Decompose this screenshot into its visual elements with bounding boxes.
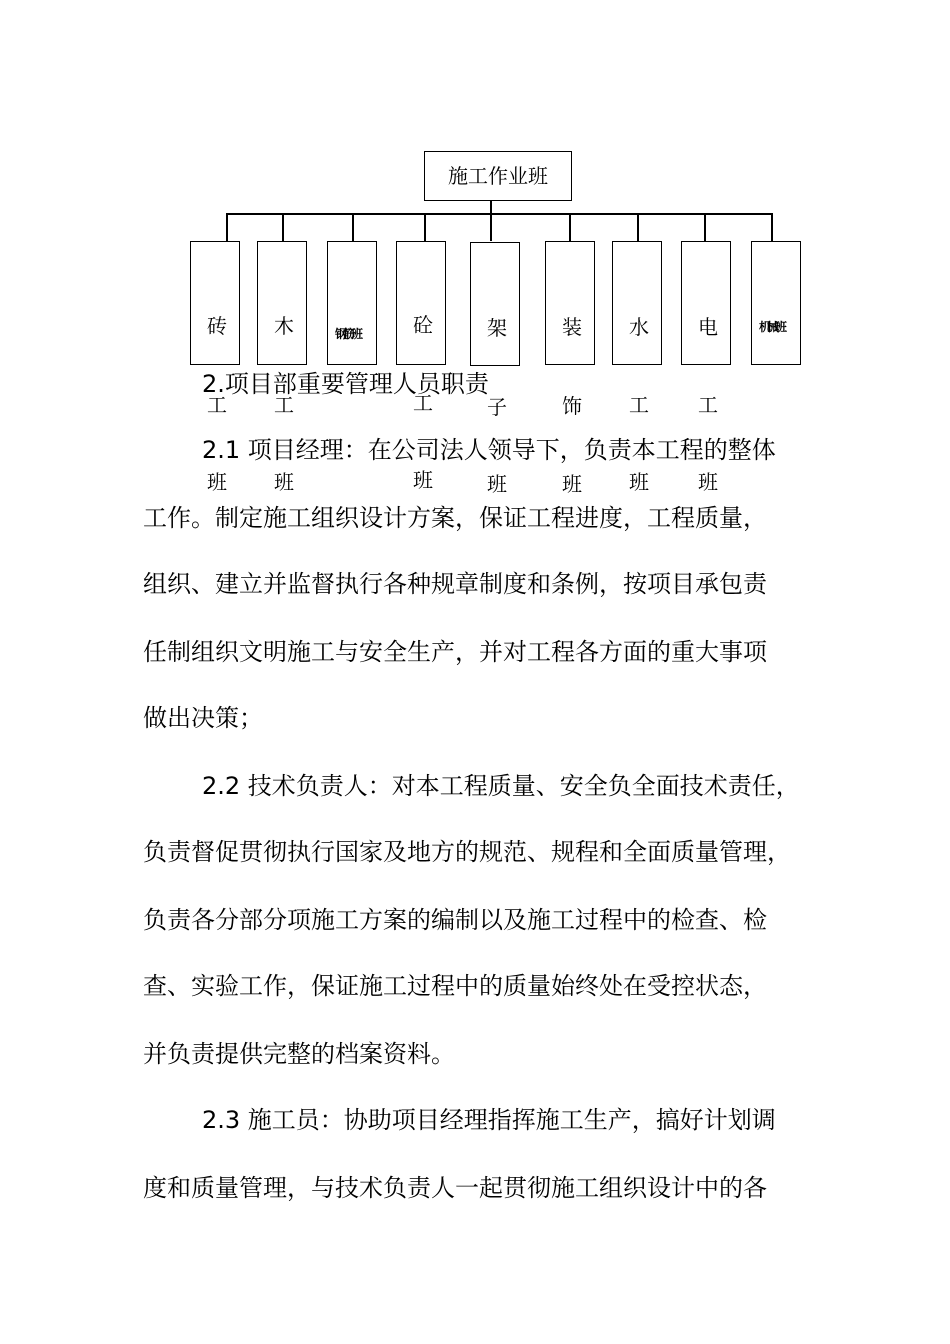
paragraph-2-1-line-2: 工作。制定施工组织设计方案，保证工程进度，工程质量， xyxy=(143,504,767,532)
drop-line-plumbing xyxy=(637,213,639,241)
org-root-box xyxy=(424,151,572,201)
paragraph-2-3-line-1: 2.3 施工员：协助项目经理指挥施工生产，搞好计划调 xyxy=(202,1106,776,1134)
drop-line-decoration xyxy=(569,213,571,241)
crew-box-machinery xyxy=(751,241,801,365)
crew-box-scaffold xyxy=(470,242,520,366)
paragraph-2-3-line-2: 度和质量管理，与技术负责人一起贯彻施工组织设计中的各 xyxy=(143,1174,767,1202)
crew-overflow-brick-1: 工 xyxy=(207,393,227,417)
paragraph-2-2-line-3: 负责各分部分项施工方案的编制以及施工过程中的检查、检 xyxy=(143,906,767,934)
paragraph-2-1-line-1: 2.1 项目经理：在公司法人领导下，负责本工程的整体 xyxy=(202,436,776,464)
crew-overflow-electric-2: 班 xyxy=(698,470,718,494)
crew-label-plumbing: 水 xyxy=(629,315,649,339)
crew-overflow-brick-2: 班 xyxy=(207,470,227,494)
paragraph-2-2-line-4: 查、实验工作，保证施工过程中的质量始终处在受控状态， xyxy=(143,972,767,1000)
drop-line-scaffold xyxy=(490,213,492,241)
crew-label-concrete: 砼 xyxy=(413,313,433,337)
paragraph-2-1-line-5: 做出决策； xyxy=(143,704,263,732)
crew-overflow-wood-1: 工 xyxy=(274,393,294,417)
crew-box-brick xyxy=(190,241,240,365)
crew-overflow-plumbing-2: 班 xyxy=(629,470,649,494)
crew-label-decoration: 装 xyxy=(562,315,582,339)
crew-overflow-scaffold-2: 班 xyxy=(487,472,507,496)
drop-line-machinery xyxy=(771,213,773,241)
crew-overflow-decoration-2: 班 xyxy=(562,472,582,496)
paragraph-2-1-line-4: 任制组织文明施工与安全生产，并对工程各方面的重大事项 xyxy=(143,638,767,666)
crew-box-wood xyxy=(257,241,307,365)
crew-label-rebar: 钢筋班 xyxy=(335,327,360,341)
drop-line-rebar xyxy=(352,213,354,241)
paragraph-2-2-line-5: 并负责提供完整的档案资料。 xyxy=(143,1040,455,1068)
crew-overflow-concrete-2: 班 xyxy=(413,468,433,492)
crew-box-rebar xyxy=(327,241,377,365)
org-root-label: 施工作业班 xyxy=(448,164,548,188)
drop-line-electric xyxy=(704,213,706,241)
paragraph-2-2-line-1: 2.2 技术负责人：对本工程质量、安全负全面技术责任， xyxy=(202,772,800,800)
crew-overflow-electric-1: 工 xyxy=(698,393,718,417)
crew-label-electric: 电 xyxy=(698,315,718,339)
drop-line-wood xyxy=(282,213,284,241)
crew-label-scaffold: 架 xyxy=(487,316,507,340)
crew-label-machinery: 机械班 xyxy=(759,320,784,334)
crew-overflow-wood-2: 班 xyxy=(274,470,294,494)
horizontal-connector xyxy=(226,213,773,215)
drop-line-concrete xyxy=(424,213,426,241)
section-heading: 2.项目部重要管理人员职责 xyxy=(202,370,489,398)
drop-line-brick xyxy=(226,213,228,241)
paragraph-2-1-line-3: 组织、建立并监督执行各种规章制度和条例，按项目承包责 xyxy=(143,570,767,598)
crew-label-wood: 木 xyxy=(274,314,294,338)
crew-box-concrete xyxy=(396,241,446,365)
crew-label-brick: 砖 xyxy=(207,314,227,338)
crew-box-plumbing xyxy=(612,241,662,365)
crew-overflow-concrete-1: 工 xyxy=(413,391,433,415)
crew-overflow-plumbing-1: 工 xyxy=(629,393,649,417)
crew-box-decoration xyxy=(545,241,595,365)
crew-overflow-decoration-1: 饰 xyxy=(562,394,582,418)
paragraph-2-2-line-2: 负责督促贯彻执行国家及地方的规范、规程和全面质量管理， xyxy=(143,838,791,866)
crew-overflow-scaffold-1: 子 xyxy=(487,395,507,419)
crew-box-electric xyxy=(681,241,731,365)
